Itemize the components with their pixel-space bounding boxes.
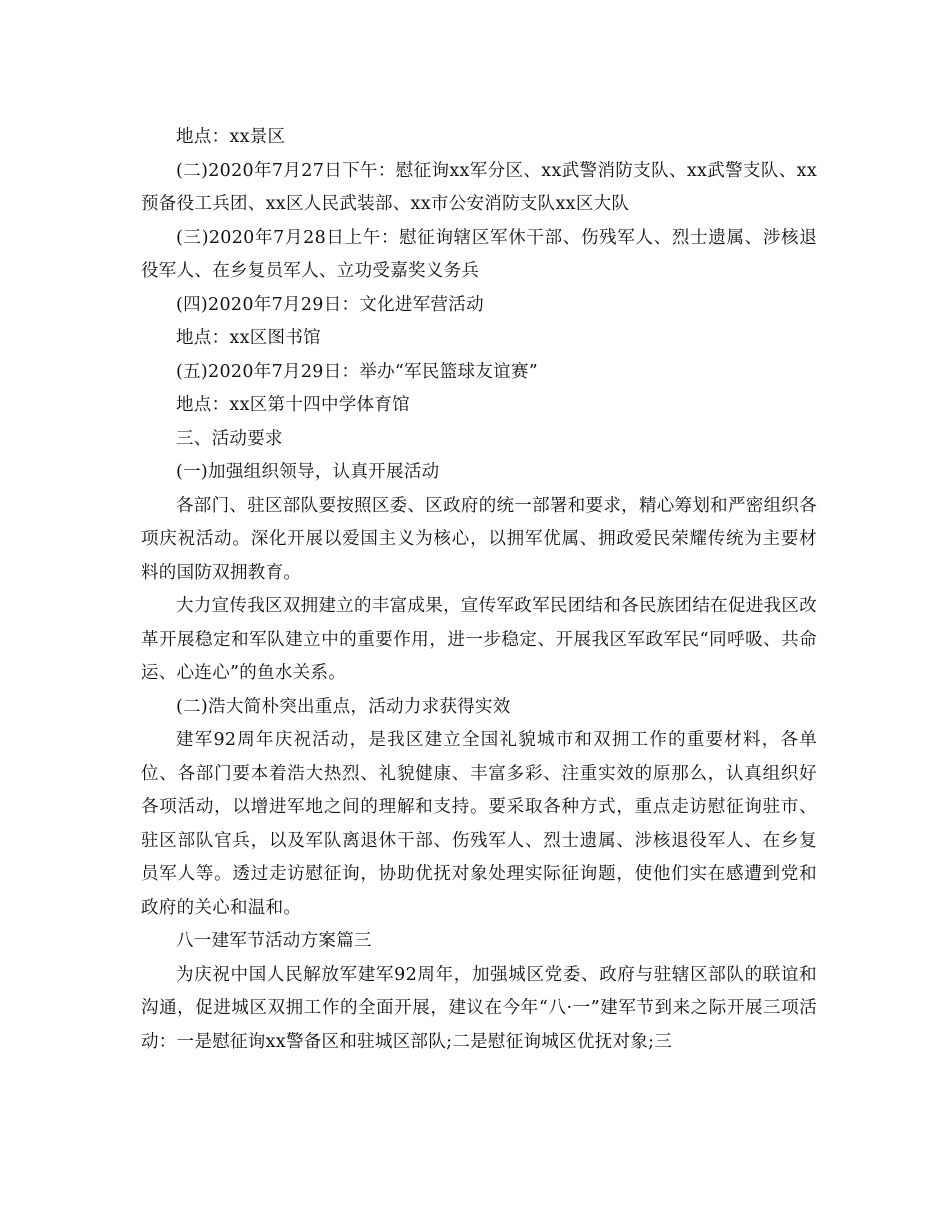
body-paragraph-focus: 建军92周年庆祝活动，是我区建立全国礼貌城市和双拥工作的重要材料，各单位、各部门要本着浩大热烈、礼貌健康、丰富多彩、注重实效的原那么，认真组织好各项活动，以增进军地之间的理解和支持。要采取各种方式，重点走访慰征询驻市、驻区部队官兵，以及军队离退休干部、伤残军人、烈士遗属、涉核退役军人、在乡复员军人等。透过走访慰征询，协助优抚对象处理实际征询题，使他们实在感遭到党和政府的关心和温和。	[141, 730, 817, 918]
subheading-focus: (二)浩大简朴突出重点，活动力求获得实效	[176, 696, 511, 717]
schedule-item-2: (二)2020年7月27日下午：慰征询xx军分区、xx武警消防支队、xx武警支队、xx预备役工兵团、xx区人民武装部、xx市公安消防支队xx区大队	[141, 160, 817, 214]
location-paragraph-scenic-area: 地点：xx景区	[176, 127, 286, 147]
body-paragraph-organization: 各部门、驻区部队要按照区委、区政府的统一部署和要求，精心筹划和严密组织各项庆祝活动。深化开展以爱国主义为核心，以拥军优属、拥政爱民荣耀传统为主要材料的国防双拥教育。	[141, 495, 817, 583]
body-paragraph-plan-intro: 为庆祝中国人民解放军建军92周年，加强城区党委、政府与驻辖区部队的联谊和沟通，促进城区双拥工作的全面开展，建议在今年“八·一”建军节到来之际开展三项活动：一是慰征询xx警备区和驻城区部队;二是慰征询城区优抚对象;三	[141, 964, 817, 1052]
subheading-organization: (一)加强组织领导，认真开展活动	[176, 462, 440, 482]
schedule-item-3: (三)2020年7月28日上午：慰征询辖区军休干部、伤残军人、烈士遗属、涉核退役军人、在乡复员军人、立功受嘉奖义务兵	[141, 227, 817, 281]
schedule-item-5: (五)2020年7月29日：举办“军民篮球友谊赛”	[176, 361, 538, 382]
schedule-item-4: (四)2020年7月29日：文化进军营活动	[176, 294, 484, 315]
body-paragraph-publicity: 大力宣传我区双拥建立的丰富成果，宣传军政军民团结和各民族团结在促进我区改革开展稳定和军队建立中的重要作用，进一步稳定、开展我区军政军民“同呼吸、共命运、心连心”的鱼水关系。	[141, 596, 817, 683]
location-paragraph-library: 地点：xx区图书馆	[176, 328, 321, 348]
location-paragraph-gym: 地点：xx区第十四中学体育馆	[176, 395, 410, 415]
section-heading-requirements: 三、活动要求	[176, 428, 283, 449]
document-body	[141, 121, 817, 1059]
plan-title-part-three: 八一建军节活动方案篇三	[176, 931, 372, 951]
